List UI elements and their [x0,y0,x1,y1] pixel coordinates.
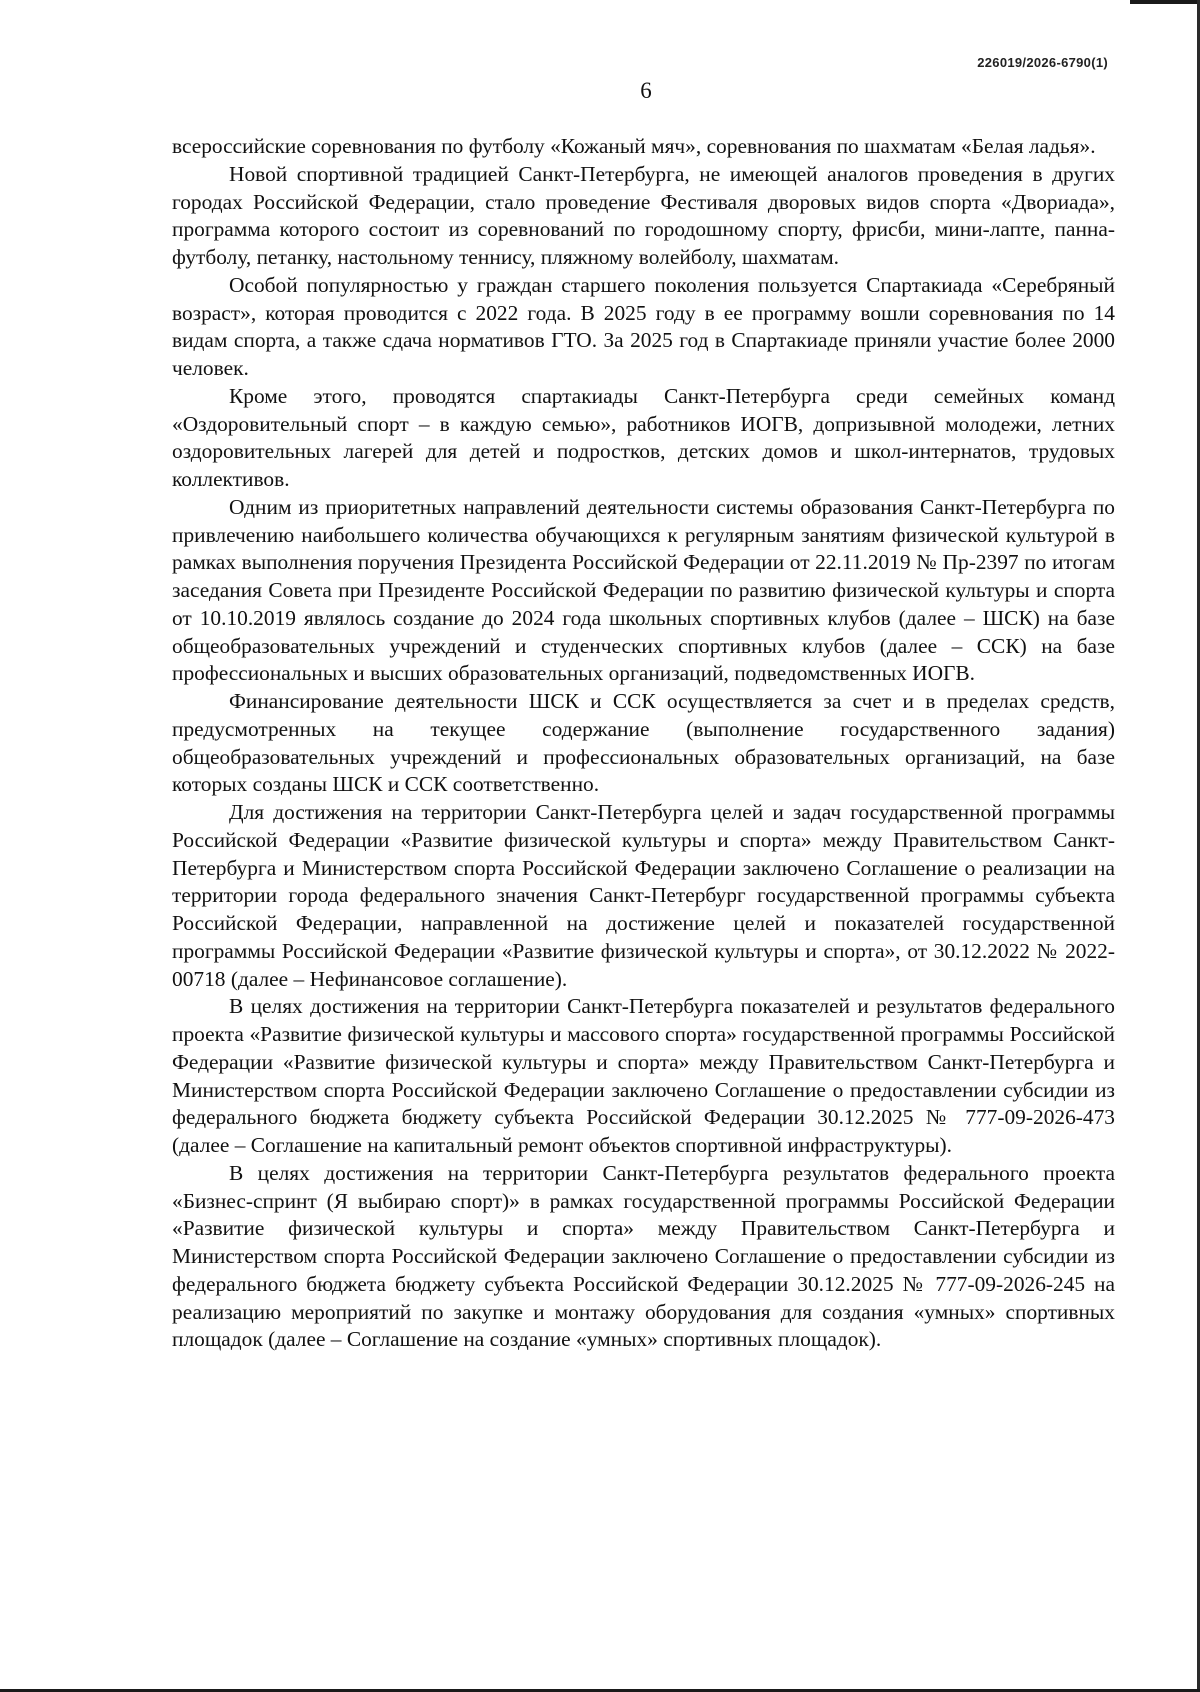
paragraph-dvoriada: Новой спортивной традицией Санкт-Петербурга, не имеющей аналогов проведения в других городах Российской Федерации, стало проведение Фестиваля дворовых видов спорта «Двориада», программа которого состоит из соревнований по городошному спорту, фрисби, мини-лапте, панна-футболу, петанку, настольному теннису, пляжному волейболу, шахматам. [172,161,1115,269]
paragraph-school-clubs: Одним из приоритетных направлений деятельности системы образования Санкт-Петербурга по привлечению наибольшего количества обучающихся к регулярным занятиям физической культурой в рамках выполнения поручения Президента Российской Федерации от 22.11.2019 № Пр-2397 по итогам заседания Совета при Президенте Российской Федерации по развитию физической культуры и спорта от 10.10.2019 являлось создание до 2024 года школьных спортивных клубов (далее – ШСК) на базе общеобразовательных учреждений и студенческих спортивных клубов (далее – ССК) на базе профессиональных и высших образовательных организаций, подведомственных ИОГВ. [172,494,1115,686]
paragraph-continued: всероссийские соревнования по футболу «Кожаный мяч», соревнования по шахматам «Белая ладья». [172,134,1096,158]
paragraph-spartakiads: Кроме этого, проводятся спартакиады Санкт-Петербурга среди семейных команд «Оздоровительный спорт – в каждую семью», работников ИОГВ, допризывной молодежи, летних оздоровительных лагерей для детей и подростков, детских домов и школ-интернатов, трудовых коллективов. [172,383,1115,491]
paragraph-smart-grounds-agreement: В целях достижения на территории Санкт-Петербурга результатов федерального проекта «Бизнес-спринт (Я выбираю спорт)» в рамках государственной программы Российской Федерации «Развитие физической культуры и спорта» между Правительством Санкт-Петербурга и Министерством спорта Российской Федерации заключено Соглашение о предоставлении субсидии из федерального бюджета бюджету субъекта Российской Федерации 30.12.2025 № 777-09-2026-245 на реализацию мероприятий по закупке и монтажу оборудования для создания «умных» спортивных площадок (далее – Соглашение на создание «умных» спортивных площадок). [172,1160,1115,1352]
paragraph-silver-age: Особой популярностью у граждан старшего поколения пользуется Спартакиада «Серебряный возраст», которая проводится с 2022 года. В 2025 году в ее программу вошли соревнования по 14 видам спорта, а также сдача нормативов ГТО. За 2025 год в Спартакиаде приняли участие более 2000 человек. [172,272,1115,380]
paragraph-capital-repair-agreement: В целях достижения на территории Санкт-Петербурга показателей и результатов федерального проекта «Развитие физической культуры и массового спорта» государственной программы Российской Федерации «Развитие физической культуры и спорта» между Правительством Санкт-Петербурга и Министерством спорта Российской Федерации заключено Соглашение о предоставлении субсидии из федерального бюджета бюджету субъекта Российской Федерации 30.12.2025 № 777-09-2026-473 (далее – Соглашение на капитальный ремонт объектов спортивной инфраструктуры). [172,994,1115,1157]
document-id: 226019/2026-6790(1) [977,55,1108,70]
scan-edge-top [1130,0,1200,4]
paragraph-nonfinancial-agreement: Для достижения на территории Санкт-Петербурга целей и задач государственной программы Российской Федерации «Развитие физической культуры и спорта» между Правительством Санкт-Петербурга и Министерством спорта Российской Федерации заключено Соглашение о реализации на территории города федерального значения Санкт-Петербург государственной программы субъекта Российской Федерации, направленной на достижение целей и показателей государственной программы Российской Федерации «Развитие физической культуры и спорта», от 30.12.2022 № 2022-00718 (далее – Нефинансовое соглашение). [172,800,1115,991]
paragraph-financing: Финансирование деятельности ШСК и ССК осуществляется за счет и в пределах средств, предусмотренных на текущее содержание (выполнение государственного задания) общеобразовательных учреждений и профессиональных образовательных организаций, на базе которых созданы ШСК и ССК соответственно. [172,689,1115,797]
document-body [172,133,1115,1354]
page-number: 6 [640,78,652,103]
